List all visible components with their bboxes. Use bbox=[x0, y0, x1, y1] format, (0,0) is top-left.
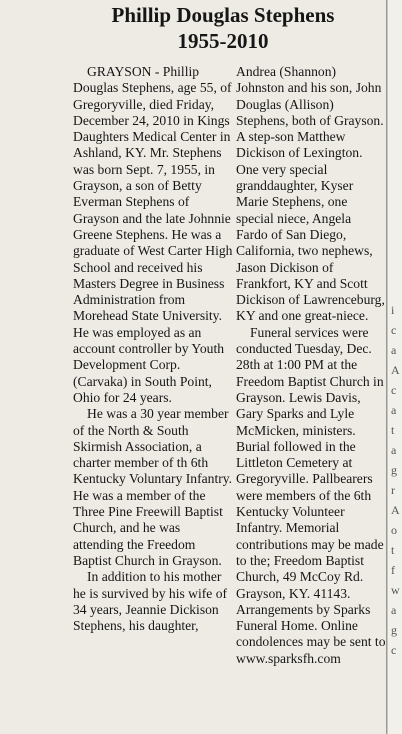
title-name: Phillip Douglas Stephens bbox=[111, 3, 335, 27]
adjacent-column-strip bbox=[387, 0, 402, 734]
adjacent-fragment: a bbox=[391, 403, 397, 417]
adjacent-fragment: t bbox=[391, 423, 395, 437]
adjacent-fragment: i bbox=[391, 303, 395, 317]
adjacent-fragment: t bbox=[391, 543, 395, 557]
adjacent-fragment: g bbox=[391, 463, 397, 477]
obituary-title bbox=[58, 2, 388, 54]
title-years: 1955-2010 bbox=[177, 29, 269, 53]
adjacent-fragment: a bbox=[391, 443, 397, 457]
adjacent-fragment: a bbox=[391, 603, 397, 617]
left-paragraph-2: He was a 30 year member of the North & South Skirmish Association, a charter member of th 6th Kentucky Voluntary Infantry. He was a member of the Three Pine Freewill Baptist Church, and he was attending the Freedom Baptist Church in Grayson. bbox=[73, 406, 233, 568]
adjacent-fragment: o bbox=[391, 523, 397, 537]
adjacent-fragment: A bbox=[391, 363, 400, 377]
adjacent-fragment: c bbox=[391, 643, 397, 657]
right-column bbox=[236, 64, 386, 667]
right-paragraph-1: Andrea (Shannon) Johnston and his son, John Douglas (Allison) Stephens, both of Grayson. A step-son Matthew Dickison of Lexington. One very special granddaughter, Kyser Marie Stephens, one special niece, Angela Fardo of San Diego, California, two nephews, Jason Dickison of Frankfort, KY and Scott Dickison of Lawrenceburg, KY and one great-niece. bbox=[236, 64, 385, 324]
adjacent-fragment: g bbox=[391, 623, 397, 637]
adjacent-fragment: c bbox=[391, 323, 397, 337]
left-paragraph-1: GRAYSON - Phillip Douglas Stephens, age 55, of Gregoryville, died Friday, December 24, 2010 in Kings Daughters Medical Center in Ashland, KY. Mr. Stephens was born Sept. 7, 1955, in Grayson, a son of Betty Everman Stephens of Grayson and the late Johnnie Greene Stephens. He was a graduate of West Carter High School and received his Masters Degree in Business Administration from Morehead State University. He was employed as an account controller by Youth Development Corp.(Carvaka) in South Point, Ohio for 24 years. bbox=[73, 64, 233, 405]
right-paragraph-2: Funeral services were conducted Tuesday, Dec. 28th at 1:00 PM at the Freedom Baptist Church in Grayson. Lewis Davis, Gary Sparks and Lyle McMicken, ministers. Burial followed in the Littleton Cemetery at Gregoryville. Pallbearers were members of the 6th Kentucky Volunteer Infantry. Memorial contributions may be made to the; Freedom Baptist Church, 49 McCoy Rd. Grayson, KY. 41143. Arrangements by Sparks Funeral Home. Online condolences may be sent to www.sparksfh.com bbox=[236, 324, 386, 666]
adjacent-fragment: a bbox=[391, 343, 397, 357]
adjacent-column-fragments bbox=[391, 300, 401, 660]
adjacent-fragment: c bbox=[391, 383, 397, 397]
left-paragraph-3: In addition to his mother he is survived by his wife of 34 years, Jeannie Dickison Stephens, his daughter, bbox=[73, 569, 228, 634]
adjacent-fragment: r bbox=[391, 483, 395, 497]
adjacent-fragment: f bbox=[391, 563, 395, 577]
adjacent-fragment: A bbox=[391, 503, 400, 517]
left-column bbox=[73, 64, 233, 634]
adjacent-fragment: w bbox=[391, 583, 400, 597]
